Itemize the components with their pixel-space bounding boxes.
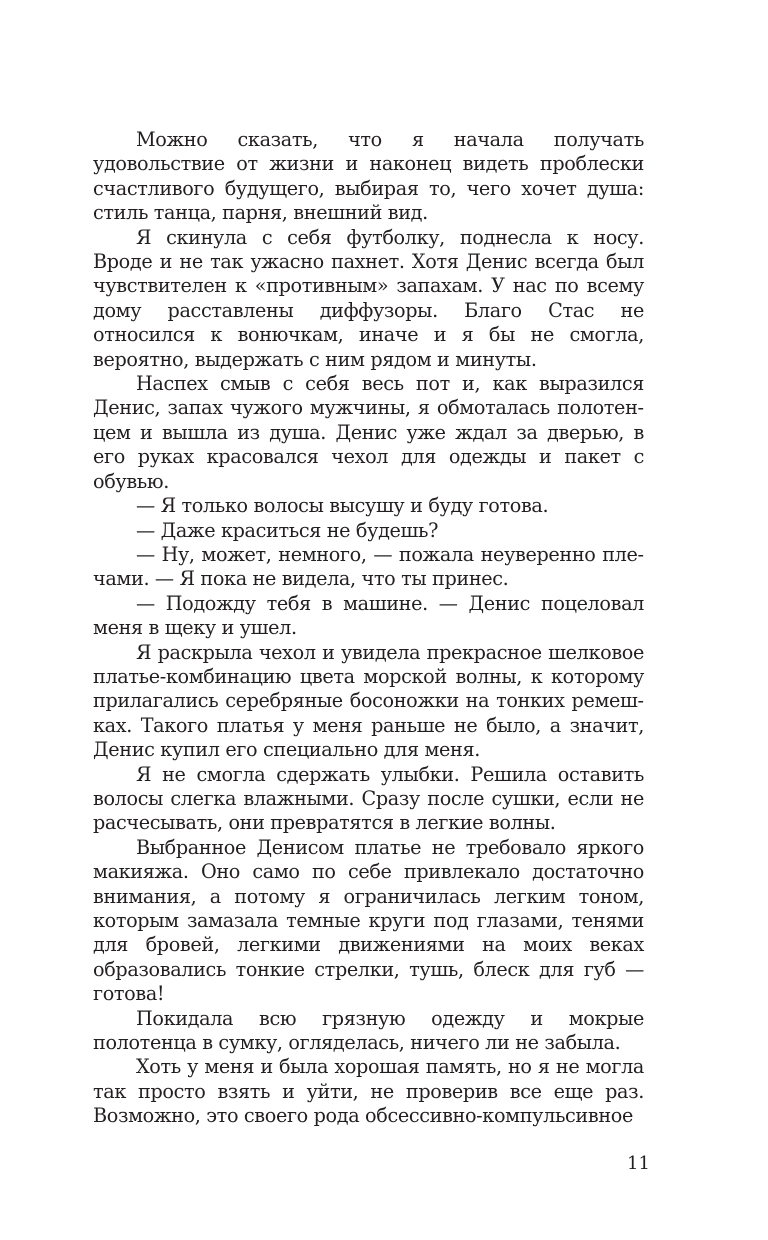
body-text	[93, 128, 644, 1129]
dialogue-line-3: — Ну, может, немного, — пожала неуверенно плечами. — Я пока не видела, что ты принес.	[93, 542, 644, 591]
dialogue-line-4: — Подожду тебя в машине. — Денис поцеловал меня в щеку и ушел.	[93, 591, 644, 640]
dialogue-line-1: — Я только волосы высушу и буду готова.	[136, 494, 549, 518]
paragraph-1: Можно сказать, что я начала получать удовольствие от жизни и наконец видеть проблески счастливого будущего, выбирая то, чего хочет душа: стиль танца, парня, внешний вид.	[93, 128, 644, 225]
paragraph-6: Выбранное Денисом платье не требовало яркого макияжа. Оно само по себе привлекало достаточно внимания, а потому я ограничилась легким тоном, которым замазала темные круги под глазами, тенями для бровей, легкими движениями на моих веках образовались тонкие стрелки, тушь, блеск для губ — готова!	[93, 835, 644, 1006]
paragraph-2: Я скинула с себя футболку, поднесла к носу. Вроде и не так ужасно пахнет. Хотя Денис всегда был чувствителен к «противным» запахам. У нас по всему дому расставлены диффузоры. Благо Стас не относился к вонючкам, иначе и я бы не смогла, вероятно, выдержать с ним рядом и минуты.	[93, 225, 644, 371]
paragraph-5: Я не смогла сдержать улыбки. Решила оставить волосы слегка влажными. Сразу после сушки, если не расчесывать, они превратятся в легкие волны.	[93, 762, 644, 835]
paragraph-7: Покидала всю грязную одежду и мокрые полотенца в сумку, огляделась, ничего ли не забыла.	[93, 1006, 644, 1055]
paragraph-4: Я раскрыла чехол и увидела прекрасное шелковое платье-комбинацию цвета морской волны, к которому прилагались серебряные босоножки на тонких ремешках. Такого платья у меня раньше не было, а значит, Денис купил его специально для меня.	[93, 640, 644, 762]
paragraph-3: Наспех смыв с себя весь пот и, как выразился Денис, запах чужого мужчины, я обмоталась полотенцем и вышла из душа. Денис уже ждал за дверью, в его руках красовался чехол для одежды и пакет с обувью.	[93, 372, 644, 493]
page-number: 11	[627, 1153, 650, 1174]
paragraph-8: Хоть у меня и была хорошая память, но я не могла так просто взять и уйти, не проверив все еще раз. Возможно, это своего рода обсессивно-компульсивное	[93, 1055, 644, 1128]
dialogue-line-2: — Даже краситься не будешь?	[136, 518, 439, 542]
